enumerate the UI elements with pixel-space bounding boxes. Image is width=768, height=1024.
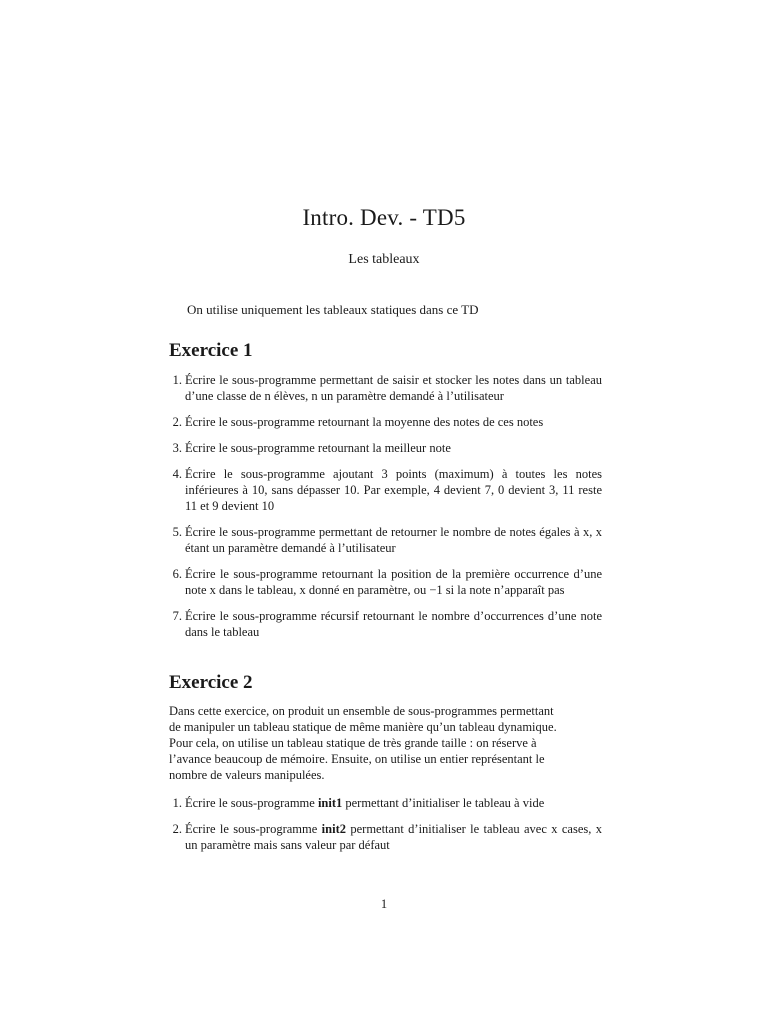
list-item	[169, 440, 602, 456]
list-item-number: 1.	[172, 796, 182, 810]
list-item	[169, 466, 602, 514]
paragraph-line: Dans cette exercice, on produit un ensemble de sous-programmes permettant	[169, 704, 554, 718]
exercise-1-list	[169, 372, 602, 650]
list-item-number: 6.	[172, 567, 182, 581]
function-name-init2: init2	[321, 822, 346, 836]
list-item-text: Écrire le sous-programme retournant la position de la première occurrence d’une note x dans le tableau, x donné en paramètre, ou −1 si la note n’apparaît pas	[185, 567, 602, 597]
function-name-init1: init1	[317, 796, 343, 810]
list-item-number: 2.	[172, 415, 182, 429]
list-item	[169, 566, 602, 598]
list-item-text: Écrire le sous-programme permettant de saisir et stocker les notes dans un tableau d’une classe de n élèves, n un paramètre demandé à l’utilisateur	[185, 373, 602, 403]
list-item-text-before: Écrire le sous-programme	[185, 822, 322, 836]
intro-text: On utilise uniquement les tableaux statiques dans ce TD	[187, 302, 479, 317]
list-item-number: 2.	[172, 822, 182, 836]
exercise-1-heading: Exercice 1	[169, 340, 253, 361]
exercise-2-paragraph	[169, 703, 600, 783]
list-item-text: Écrire le sous-programme permettant de retourner le nombre de notes égales à x, x étant un paramètre demandé à l’utilisateur	[185, 525, 602, 555]
page-number: 1	[380, 897, 388, 911]
list-item-text: Écrire le sous-programme retournant la moyenne des notes de ces notes	[185, 415, 544, 429]
paragraph-line: l’avance beaucoup de mémoire. Ensuite, on utilise un entier représentant le	[169, 752, 545, 766]
list-item	[169, 821, 602, 853]
list-item-number: 3.	[172, 441, 182, 455]
list-item-text-after: permettant d’initialiser le tableau à vide	[342, 796, 545, 810]
list-item-text: Écrire le sous-programme récursif retournant le nombre d’occurrences d’une note dans le tableau	[185, 609, 602, 639]
list-item-text	[185, 795, 602, 811]
exercise-2-heading: Exercice 2	[169, 672, 253, 693]
document-subtitle: Les tableaux	[348, 252, 420, 267]
list-item-number: 1.	[172, 373, 182, 387]
list-item-text: Écrire le sous-programme retournant la meilleur note	[185, 441, 451, 455]
list-item	[169, 795, 602, 811]
list-item-number: 7.	[172, 609, 182, 623]
exercise-2-list	[169, 795, 602, 863]
list-item	[169, 372, 602, 404]
paragraph-line: nombre de valeurs manipulées.	[169, 768, 325, 782]
paragraph-line: de manipuler un tableau statique de même manière qu’un tableau dynamique.	[169, 720, 557, 734]
list-item-text: Écrire le sous-programme ajoutant 3 points (maximum) à toutes les notes inférieures à 10, sans dépasser 10. Par exemple, 4 devient 7, 0 devient 3, 11 reste 11 et 9 devient 10	[185, 467, 602, 513]
list-item-text-after: permettant d’initialiser le tableau avec x cases, x un paramètre mais sans valeur par défaut	[185, 822, 603, 852]
list-item	[169, 608, 602, 640]
list-item-text	[185, 821, 602, 853]
list-item-number: 4.	[172, 467, 182, 481]
document-title: Intro. Dev. - TD5	[302, 205, 466, 230]
list-item	[169, 524, 602, 556]
list-item	[169, 414, 602, 430]
list-item-text-before: Écrire le sous-programme	[185, 796, 318, 810]
list-item-number: 5.	[172, 525, 182, 539]
paragraph-line: Pour cela, on utilise un tableau statique de très grande taille : on réserve à	[169, 736, 537, 750]
